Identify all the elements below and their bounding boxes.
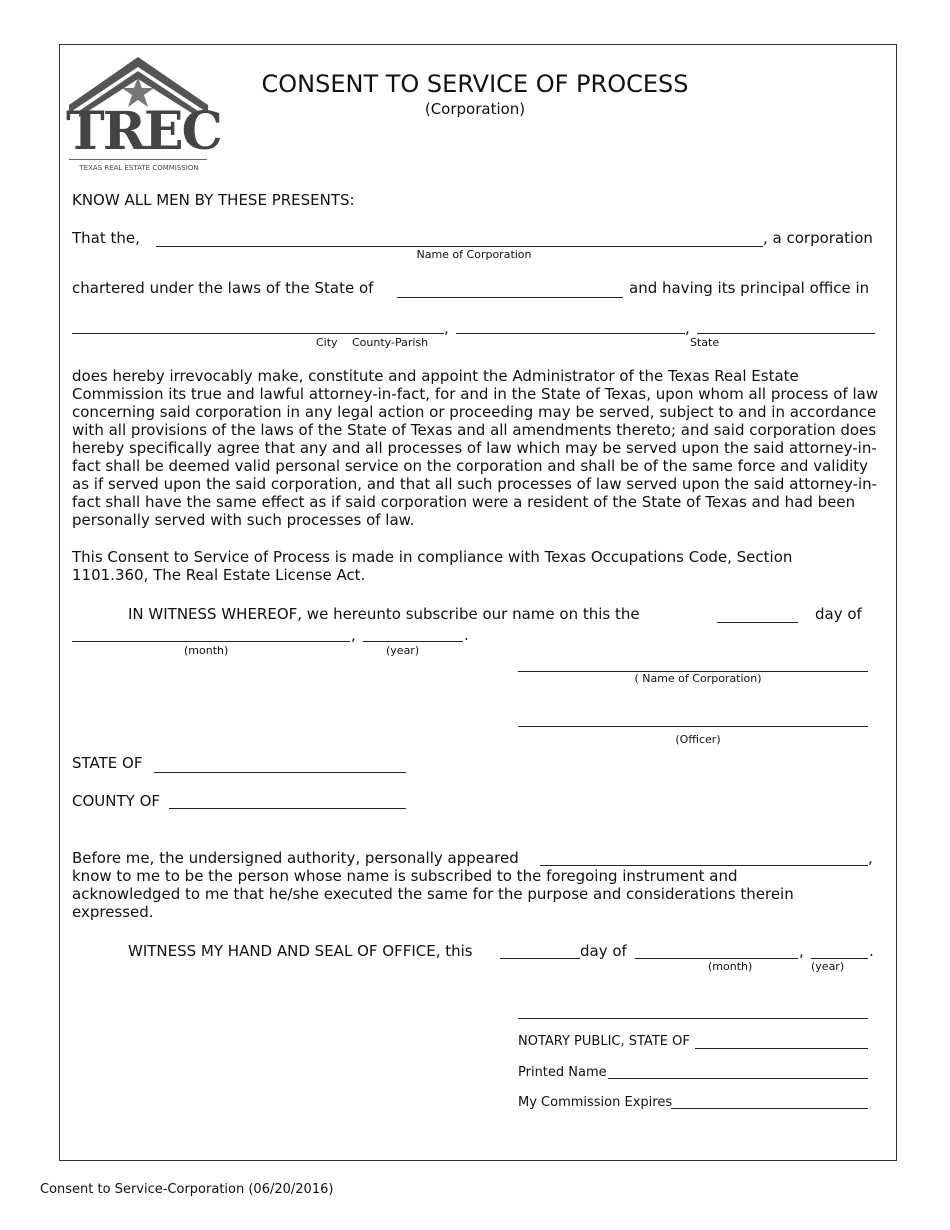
seal-text: WITNESS MY HAND AND SEAL OF OFFICE, this <box>128 942 473 960</box>
compliance-paragraph: This Consent to Service of Process is made in compliance with Texas Occupations Code, Section 1101.360, The Real Estate License Act. <box>72 548 793 584</box>
county-caption: County-Parish <box>352 336 429 349</box>
corporation-signature-caption: ( Name of Corporation) <box>634 672 762 685</box>
seal-month-caption: (month) <box>708 960 753 973</box>
seal-comma: , <box>799 942 804 960</box>
corporation-name-field[interactable] <box>156 246 763 247</box>
corporation-name-caption: Name of Corporation <box>416 248 532 261</box>
seal-period: . <box>869 942 874 960</box>
city-caption: City <box>316 336 338 349</box>
seal-day-of: day of <box>580 942 627 960</box>
seal-year-caption: (year) <box>811 960 845 973</box>
appointment-paragraph: does hereby irrevocably make, constitute and appoint the Administrator of the Texas Real Estate Commission its true and lawful attorney-in-fact, for and in the State of Texas, upon whom all process of law concerning said corporation in any legal action or proceeding may be served, subject to and in accordance with all provisions of the laws of the State of Texas and all amendments thereto; and said corporation does hereby specifically agree that any and all processes of law which may be served upon the said attorney-in-fact shall be deemed valid personal service on the corporation and shall be of the same force and validity as if served upon the said corporation, and that all such processes of law served upon the said attorney-in-fact shall have the same effect as if said corporation were a resident of the State of Texas and had been personally served with such processes of law. <box>72 367 879 529</box>
city-county-field[interactable] <box>72 333 444 334</box>
seal-year-field[interactable] <box>811 958 868 959</box>
witness-year-field[interactable] <box>363 641 463 642</box>
charter-state-field[interactable] <box>397 297 623 298</box>
notary-state-field[interactable] <box>695 1048 868 1049</box>
intro-text: KNOW ALL MEN BY THESE PRESENTS: <box>72 191 355 209</box>
printed-name-field[interactable] <box>608 1078 868 1079</box>
line2-suffix: and having its principal office in <box>629 279 870 297</box>
notary-paragraph-rest: know to me to be the person whose name is subscribed to the foregoing instrument and acknowledged to me that he/she executed the same for the purpose and considerations therein expressed. <box>72 867 794 921</box>
notary-public-label: NOTARY PUBLIC, STATE OF <box>518 1034 690 1049</box>
comma-2: , <box>685 319 690 337</box>
form-frame <box>59 44 897 1161</box>
commission-expires-field[interactable] <box>671 1108 868 1109</box>
line1-suffix: , a corporation <box>763 229 873 247</box>
line2-prefix: chartered under the laws of the State of <box>72 279 374 297</box>
witness-text: IN WITNESS WHEREOF, we hereunto subscribe our name on this the <box>128 605 640 623</box>
officer-signature-field[interactable] <box>518 726 868 727</box>
witness-year-caption: (year) <box>386 644 420 657</box>
witness-day-field[interactable] <box>717 622 798 623</box>
logo-wordmark: TREC <box>66 101 221 162</box>
printed-name-label: Printed Name <box>518 1065 607 1080</box>
state-of-field[interactable] <box>154 772 406 773</box>
witness-day-of: day of <box>815 605 862 623</box>
notary-signature-field[interactable] <box>518 1018 868 1019</box>
commission-expires-label: My Commission Expires <box>518 1095 673 1110</box>
appeared-comma: , <box>868 849 873 867</box>
comma-1: , <box>444 319 449 337</box>
line1-prefix: That the, <box>72 229 140 247</box>
witness-month-caption: (month) <box>184 644 229 657</box>
officer-signature-caption: (Officer) <box>675 733 721 746</box>
notary-paragraph-lead: Before me, the undersigned authority, personally appeared <box>72 849 519 867</box>
seal-day-field[interactable] <box>500 958 580 959</box>
witness-comma: , <box>351 626 356 644</box>
page-title: CONSENT TO SERVICE OF PROCESS <box>261 70 689 98</box>
seal-month-field[interactable] <box>635 958 798 959</box>
state-of-label: STATE OF <box>72 754 143 772</box>
form-footer: Consent to Service-Corporation (06/20/2016) <box>40 1182 334 1197</box>
trec-logo <box>66 55 221 177</box>
logo-subtitle: TEXAS REAL ESTATE COMMISSION <box>79 164 199 172</box>
county-of-label: COUNTY OF <box>72 792 161 810</box>
appeared-person-field[interactable] <box>540 865 868 866</box>
page-subtitle: (Corporation) <box>424 100 526 118</box>
middle-address-field[interactable] <box>456 333 685 334</box>
witness-period: . <box>464 626 469 644</box>
county-of-field[interactable] <box>169 808 406 809</box>
state-caption: State <box>690 336 720 349</box>
witness-month-field[interactable] <box>72 641 350 642</box>
state-field[interactable] <box>697 333 875 334</box>
